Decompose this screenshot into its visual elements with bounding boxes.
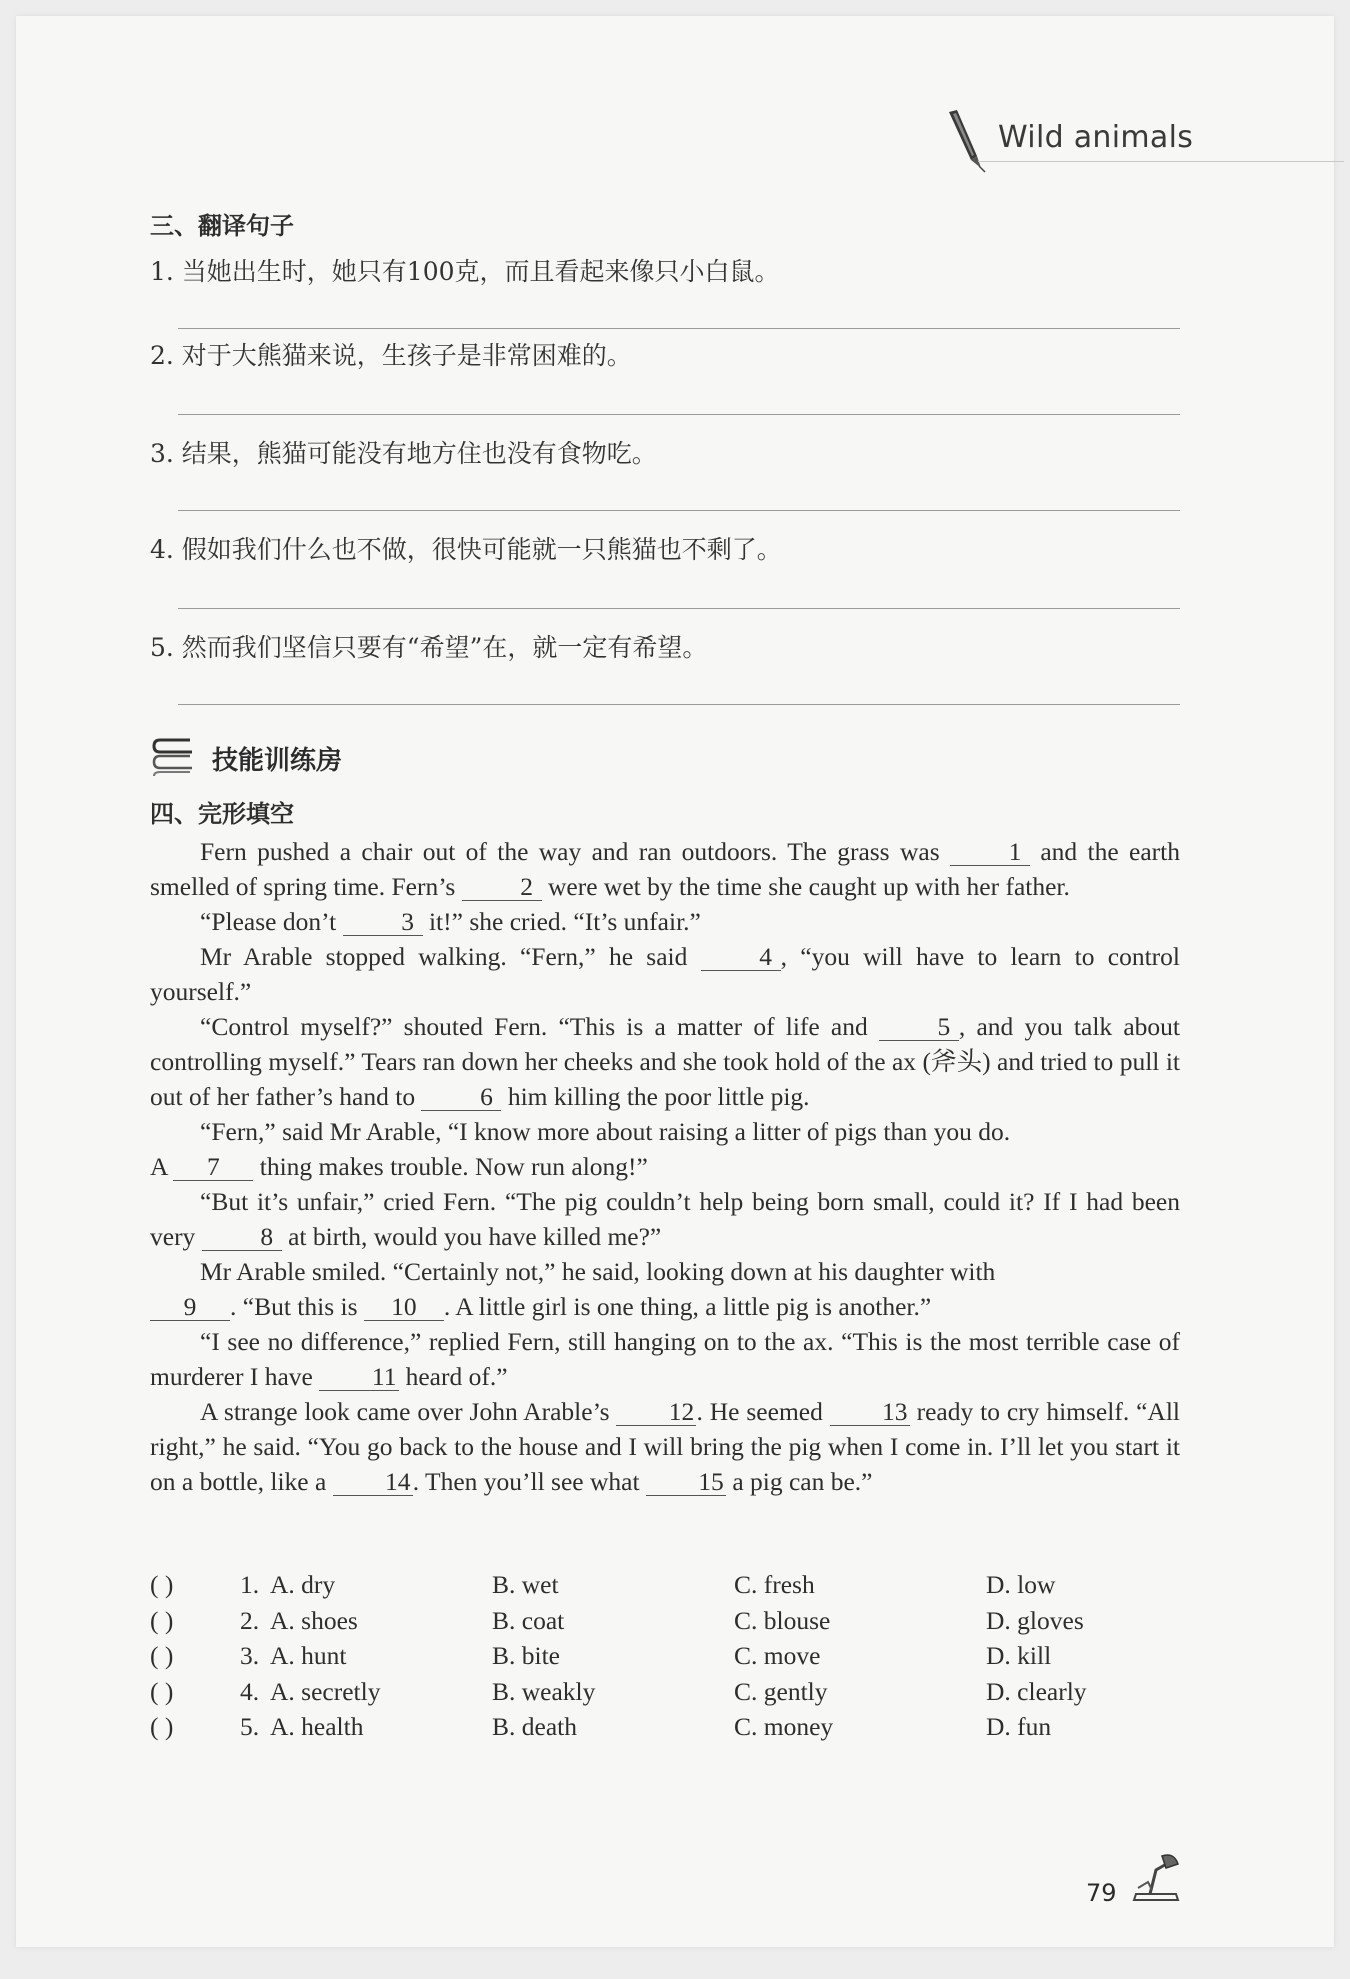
option-number: 4. xyxy=(240,1676,260,1706)
cloze-blank[interactable]: 7 xyxy=(173,1154,253,1181)
option-b[interactable]: B. wet xyxy=(492,1570,559,1599)
skills-title: 技能训练房 xyxy=(212,746,343,776)
option-d[interactable]: D. gloves xyxy=(986,1605,1084,1635)
cloze-blank[interactable]: 14 xyxy=(333,1469,413,1496)
header-rule xyxy=(978,161,1344,162)
translation-item-2: 2. 对于大熊猫来说，生孩子是非常困难的。 xyxy=(150,341,632,370)
cloze-blank[interactable]: 5 xyxy=(879,1014,959,1041)
option-row xyxy=(150,1712,1180,1747)
answer-line-3[interactable] xyxy=(178,510,1180,511)
passage-paragraph xyxy=(150,1324,1180,1394)
lamp-icon xyxy=(1126,1852,1182,1904)
passage-text: him killing the poor little pig. xyxy=(501,1082,810,1111)
option-c[interactable]: C. fresh xyxy=(734,1570,815,1599)
option-b[interactable]: B. death xyxy=(492,1712,577,1741)
option-a[interactable]: A. secretly xyxy=(270,1676,381,1706)
passage-text: . “But this is xyxy=(230,1292,364,1321)
translation-item-3: 3. 结果，熊猫可能没有地方住也没有食物吃。 xyxy=(150,439,657,468)
passage-text: A strange look came over John Arable’s xyxy=(200,1397,617,1426)
translation-item-4: 4. 假如我们什么也不做，很快可能就一只熊猫也不剩了。 xyxy=(150,535,782,564)
stacked-lines-icon xyxy=(150,738,196,782)
option-d[interactable]: D. fun xyxy=(986,1712,1052,1741)
cloze-blank[interactable]: 10 xyxy=(364,1294,444,1321)
option-b[interactable]: B. weakly xyxy=(492,1676,596,1706)
passage-paragraph xyxy=(150,1254,1180,1289)
option-a[interactable]: A. hunt xyxy=(270,1641,347,1670)
passage-text: , and you talk about controlling myself.” Tears ran down her cheeks and she took hold of the ax (斧头) and tried to pull it out of her father’s hand to xyxy=(150,1012,1180,1111)
passage-paragraph xyxy=(150,1394,1180,1499)
translation-item-1: 1. 当她出生时，她只有100克，而且看起来像只小白鼠。 xyxy=(150,257,780,286)
cloze-blank[interactable]: 1 xyxy=(950,839,1030,866)
option-b[interactable]: B. bite xyxy=(492,1641,560,1670)
option-a[interactable]: A. dry xyxy=(270,1570,336,1599)
cloze-blank[interactable]: 15 xyxy=(646,1469,726,1496)
passage-text: . Then you’ll see what xyxy=(412,1467,646,1496)
option-row xyxy=(150,1606,1180,1641)
passage-text: . He seemed xyxy=(696,1397,830,1426)
passage-text: it!” she cried. “It’s unfair.” xyxy=(422,907,701,936)
passage-text: Fern pushed a chair out of the way and ran outdoors. The grass was xyxy=(200,837,950,866)
answer-bracket[interactable]: ( ) xyxy=(150,1676,174,1706)
passage-text: “Fern,” said Mr Arable, “I know more about raising a litter of pigs than you do. xyxy=(200,1117,1011,1146)
option-number: 5. xyxy=(240,1712,260,1741)
passage-paragraph xyxy=(150,1114,1180,1149)
cloze-heading: 四、完形填空 xyxy=(150,799,294,828)
option-a[interactable]: A. shoes xyxy=(270,1605,358,1635)
passage-paragraph xyxy=(150,834,1180,904)
workbook-page xyxy=(16,16,1334,1947)
cloze-passage xyxy=(150,834,1180,1499)
passage-text: , “you will have to learn to control yourself.” xyxy=(150,942,1180,1006)
passage-text: at birth, would you have killed me?” xyxy=(281,1222,662,1251)
passage-text: and the earth smelled of spring time. Fern’s xyxy=(150,837,1180,901)
passage-text: A xyxy=(150,1152,174,1181)
passage-text: thing makes trouble. Now run along!” xyxy=(253,1152,648,1181)
cloze-blank[interactable]: 4 xyxy=(701,944,781,971)
cloze-blank[interactable]: 11 xyxy=(319,1364,399,1391)
option-c[interactable]: C. money xyxy=(734,1712,834,1741)
option-c[interactable]: C. move xyxy=(734,1641,821,1670)
passage-text: a pig can be.” xyxy=(725,1467,873,1496)
option-a[interactable]: A. health xyxy=(270,1712,364,1741)
translation-heading: 三、翻译句子 xyxy=(150,211,294,240)
passage-text: Mr Arable smiled. “Certainly not,” he said, looking down at his daughter with xyxy=(200,1257,996,1286)
answer-bracket[interactable]: ( ) xyxy=(150,1712,174,1741)
page-number: 79 xyxy=(1086,1879,1117,1907)
cloze-blank[interactable]: 8 xyxy=(202,1224,282,1251)
cloze-blank[interactable]: 2 xyxy=(462,874,542,901)
passage-text: “Control myself?” shouted Fern. “This is a matter of life and xyxy=(200,1012,879,1041)
option-row xyxy=(150,1641,1180,1676)
passage-text: “Please don’t xyxy=(200,907,343,936)
passage-paragraph xyxy=(150,1289,1180,1324)
answer-line-4[interactable] xyxy=(178,608,1180,609)
passage-text: ready to cry himself. “All right,” he said. “You go back to the house and I will bring the pig when I come in. I’ll let you start it on a bottle, like a xyxy=(150,1397,1180,1496)
passage-text: were wet by the time she caught up with her father. xyxy=(541,872,1070,901)
pen-icon xyxy=(941,108,987,174)
option-d[interactable]: D. low xyxy=(986,1570,1056,1599)
passage-text: “But it’s unfair,” cried Fern. “The pig couldn’t help being born small, could it? If I had been very xyxy=(150,1187,1180,1251)
cloze-blank[interactable]: 13 xyxy=(830,1399,910,1426)
option-number: 1. xyxy=(240,1570,260,1599)
option-number: 2. xyxy=(240,1605,260,1635)
passage-text: “I see no difference,” replied Fern, still hanging on to the ax. “This is the most terrible case of murderer I have xyxy=(150,1327,1180,1391)
answer-line-1[interactable] xyxy=(178,328,1180,329)
answer-bracket[interactable]: ( ) xyxy=(150,1605,174,1635)
cloze-blank[interactable]: 12 xyxy=(616,1399,696,1426)
option-number: 3. xyxy=(240,1641,260,1670)
cloze-blank[interactable]: 9 xyxy=(150,1294,230,1321)
option-row xyxy=(150,1570,1180,1605)
cloze-blank[interactable]: 3 xyxy=(343,909,423,936)
passage-paragraph xyxy=(150,904,1180,939)
passage-paragraph xyxy=(150,1149,1180,1184)
passage-paragraph xyxy=(150,1184,1180,1254)
passage-paragraph xyxy=(150,1009,1180,1114)
answer-line-5[interactable] xyxy=(178,704,1180,705)
option-c[interactable]: C. blouse xyxy=(734,1605,831,1635)
option-c[interactable]: C. gently xyxy=(734,1676,828,1706)
option-d[interactable]: D. kill xyxy=(986,1641,1052,1670)
passage-text: heard of.” xyxy=(399,1362,508,1391)
unit-title: Wild animals xyxy=(998,120,1194,155)
passage-paragraph xyxy=(150,939,1180,1009)
answer-line-2[interactable] xyxy=(178,414,1180,415)
passage-text: . A little girl is one thing, a little pig is another.” xyxy=(443,1292,932,1321)
option-d[interactable]: D. clearly xyxy=(986,1676,1087,1706)
translation-item-5: 5. 然而我们坚信只要有“希望”在，就一定有希望。 xyxy=(150,633,708,662)
cloze-blank[interactable]: 6 xyxy=(421,1084,501,1111)
option-b[interactable]: B. coat xyxy=(492,1605,565,1635)
answer-bracket[interactable]: ( ) xyxy=(150,1570,174,1599)
option-row xyxy=(150,1677,1180,1712)
answer-bracket[interactable]: ( ) xyxy=(150,1641,174,1670)
passage-text: Mr Arable stopped walking. “Fern,” he said xyxy=(200,942,701,971)
